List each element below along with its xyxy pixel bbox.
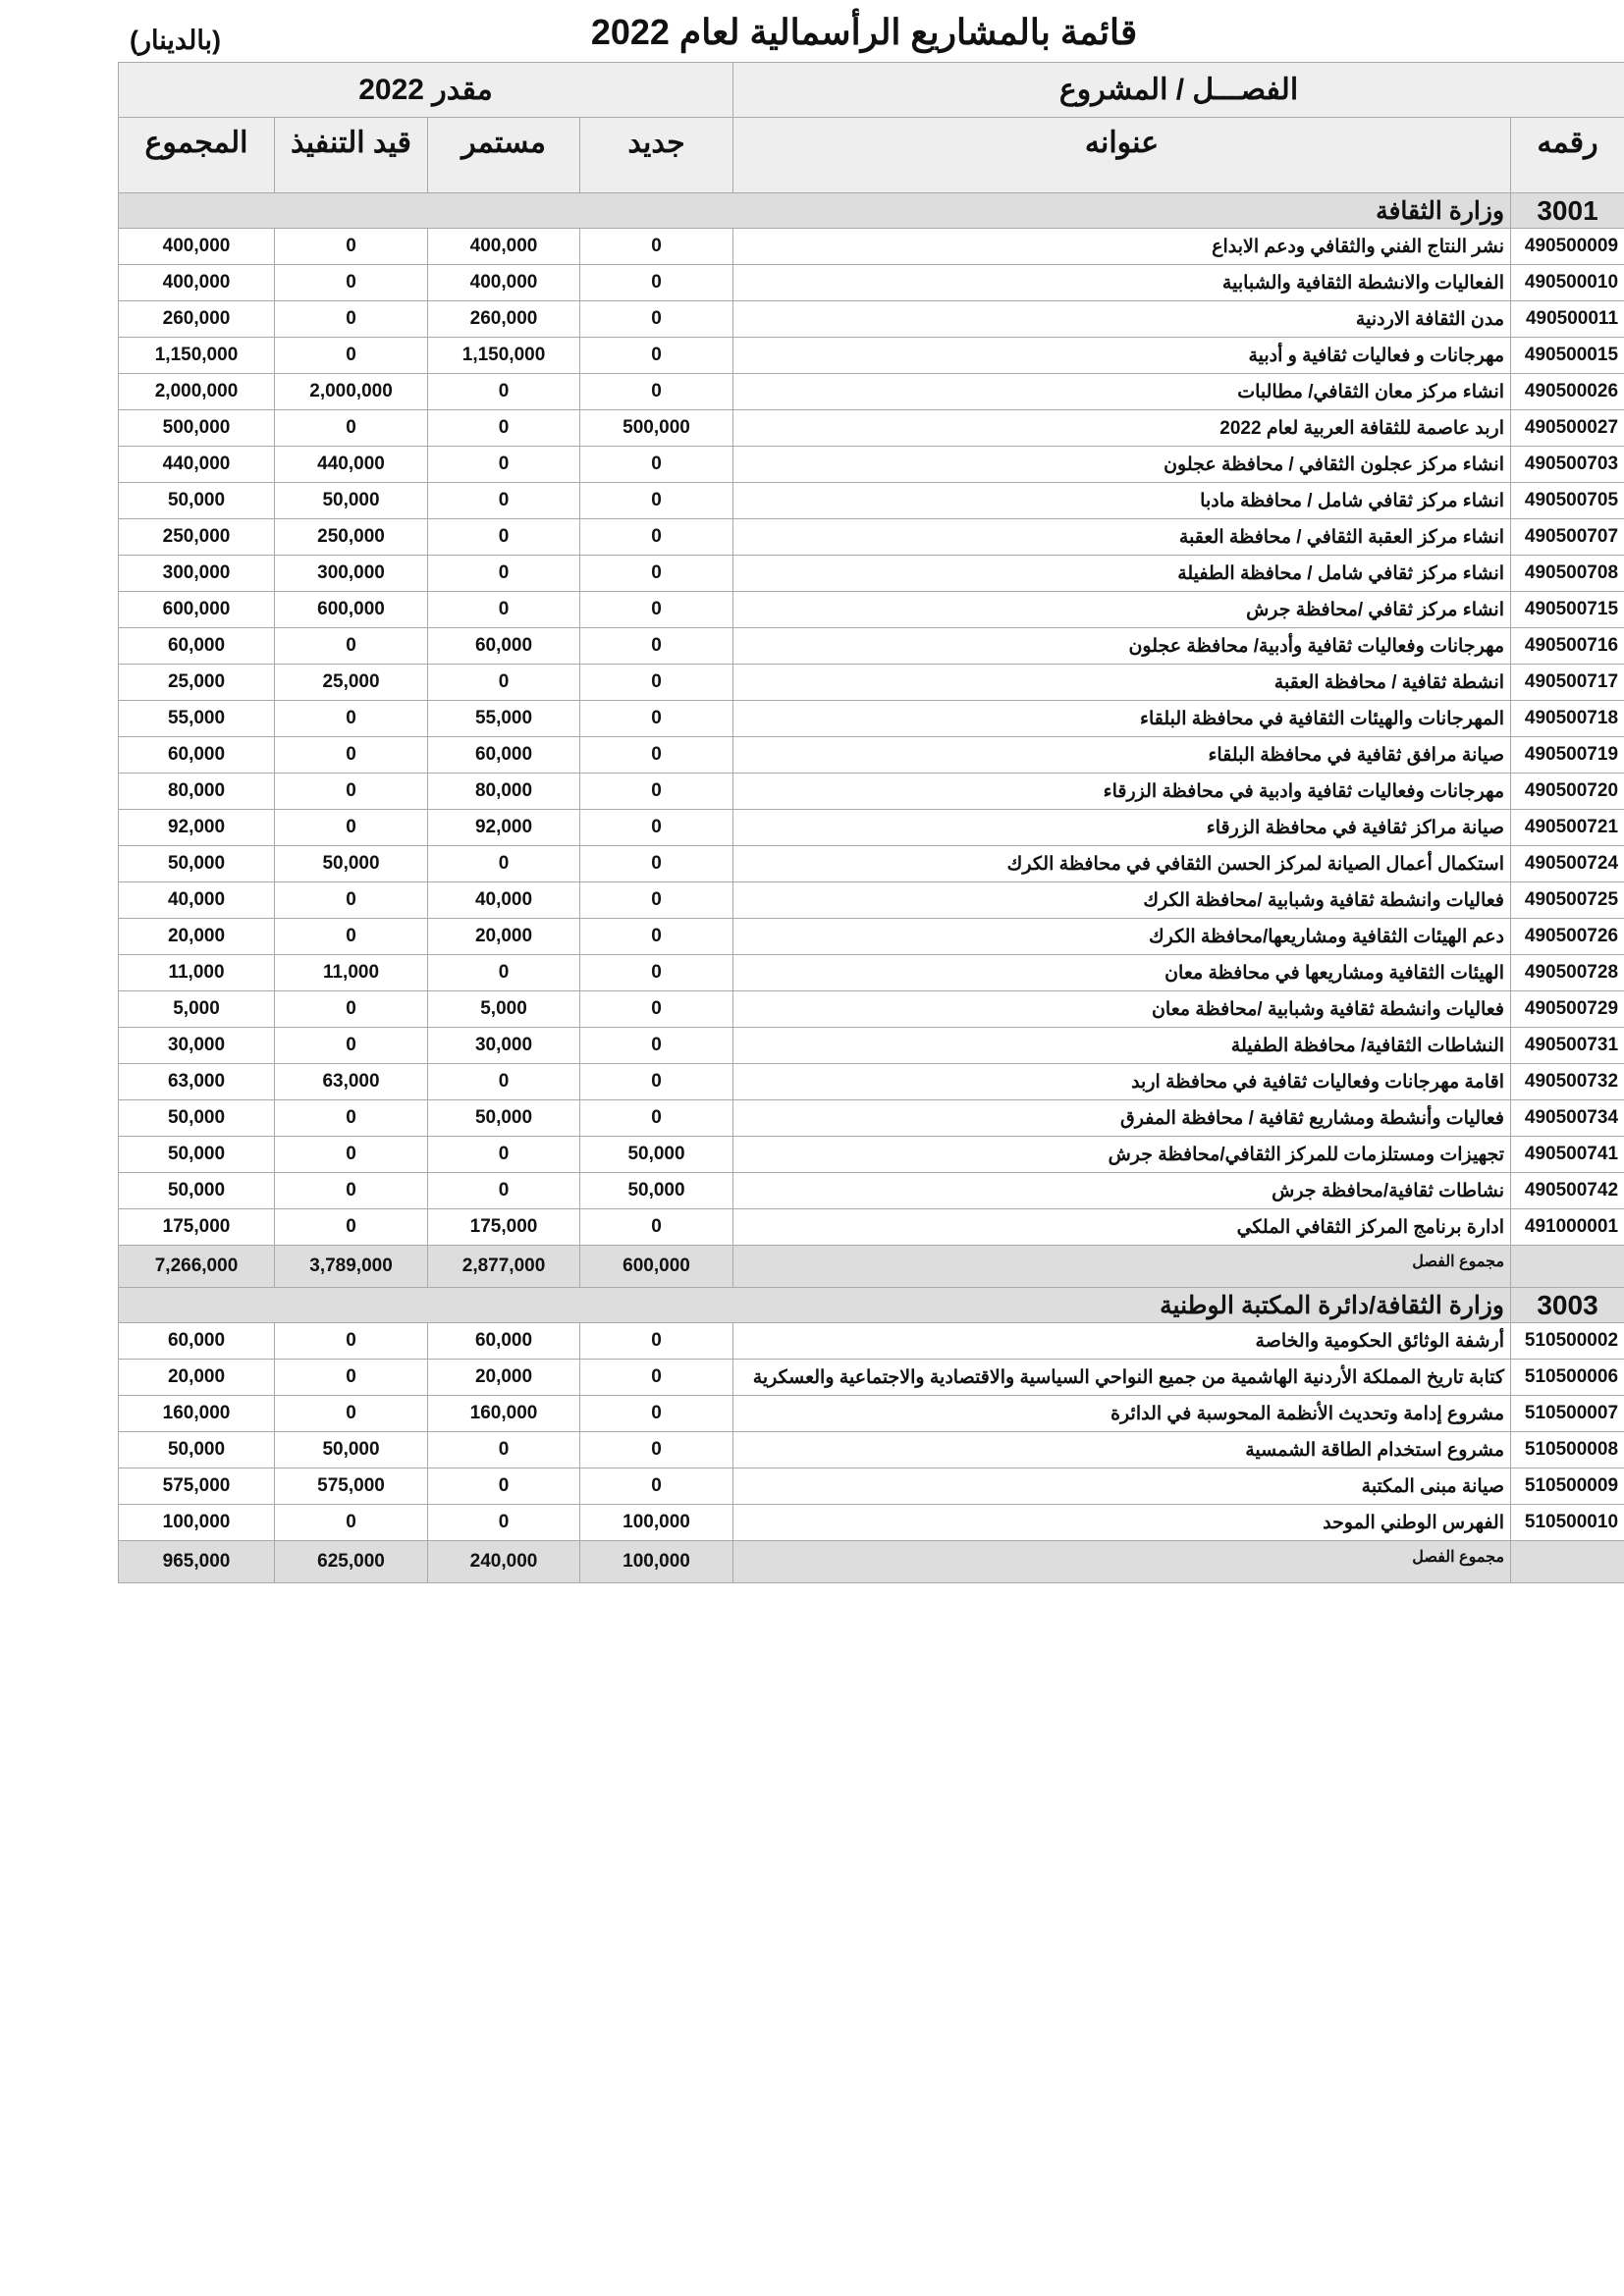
amount-continuing: 0: [428, 374, 580, 410]
table-row: [119, 955, 1624, 991]
table-row: [119, 592, 1624, 628]
header-group-row: [119, 63, 1624, 118]
table-row: [119, 1323, 1624, 1360]
amount-in-progress: 0: [275, 701, 428, 737]
amount-continuing: 60,000: [428, 737, 580, 774]
amount-total: 92,000: [119, 810, 275, 846]
amount-total: 80,000: [119, 774, 275, 810]
project-title: انشاء مركز ثقافي شامل / محافظة مادبا: [733, 483, 1511, 519]
project-title: فعاليات وانشطة ثقافية وشبابية /محافظة الكرك: [733, 882, 1511, 919]
table-row: [119, 301, 1624, 338]
amount-total: 50,000: [119, 846, 275, 882]
amount-in-progress: 575,000: [275, 1468, 428, 1505]
project-code: 510500007: [1511, 1396, 1624, 1432]
section-header-row: [119, 1288, 1624, 1323]
amount-total: 63,000: [119, 1064, 275, 1100]
amount-total: 60,000: [119, 737, 275, 774]
project-title: دعم الهيئات الثقافية ومشاريعها/محافظة الكرك: [733, 919, 1511, 955]
amount-new: 0: [580, 919, 733, 955]
project-code: 490500719: [1511, 737, 1624, 774]
amount-total: 25,000: [119, 665, 275, 701]
amount-new: 0: [580, 882, 733, 919]
amount-in-progress: 0: [275, 301, 428, 338]
amount-in-progress: 300,000: [275, 556, 428, 592]
amount-new: 0: [580, 1100, 733, 1137]
table-row: [119, 1209, 1624, 1246]
project-code: 490500742: [1511, 1173, 1624, 1209]
header-code: رقمه: [1511, 118, 1624, 193]
amount-continuing: 30,000: [428, 1028, 580, 1064]
amount-continuing: 0: [428, 846, 580, 882]
project-title: نشاطات ثقافية/محافظة جرش: [733, 1173, 1511, 1209]
amount-total: 50,000: [119, 483, 275, 519]
header-columns-row: [119, 118, 1624, 193]
amount-in-progress: 0: [275, 1360, 428, 1396]
table-row: [119, 701, 1624, 737]
amount-total: 400,000: [119, 229, 275, 265]
header-in-progress: قيد التنفيذ: [275, 118, 428, 193]
section-total-new: 100,000: [580, 1541, 733, 1583]
table-row: [119, 1396, 1624, 1432]
amount-total: 440,000: [119, 447, 275, 483]
table-row: [119, 882, 1624, 919]
section-total-continuing: 2,877,000: [428, 1246, 580, 1288]
amount-continuing: 260,000: [428, 301, 580, 338]
amount-continuing: 60,000: [428, 628, 580, 665]
section-total-new: 600,000: [580, 1246, 733, 1288]
section-code: 3003: [1511, 1288, 1624, 1323]
header-title: عنوانه: [733, 118, 1511, 193]
currency-unit: (بالدينار): [130, 26, 222, 55]
project-code: 490500705: [1511, 483, 1624, 519]
amount-in-progress: 0: [275, 991, 428, 1028]
amount-continuing: 20,000: [428, 1360, 580, 1396]
table-row: [119, 1100, 1624, 1137]
table-row: [119, 991, 1624, 1028]
amount-total: 2,000,000: [119, 374, 275, 410]
project-code: 490500715: [1511, 592, 1624, 628]
amount-continuing: 160,000: [428, 1396, 580, 1432]
amount-continuing: 0: [428, 1432, 580, 1468]
amount-in-progress: 63,000: [275, 1064, 428, 1100]
amount-total: 5,000: [119, 991, 275, 1028]
table-row: [119, 665, 1624, 701]
amount-new: 0: [580, 628, 733, 665]
amount-total: 50,000: [119, 1100, 275, 1137]
project-code: 490500724: [1511, 846, 1624, 882]
project-code: 490500731: [1511, 1028, 1624, 1064]
project-code: 490500728: [1511, 955, 1624, 991]
project-title: انشاء مركز ثقافي /محافظة جرش: [733, 592, 1511, 628]
amount-in-progress: 50,000: [275, 1432, 428, 1468]
project-title: مهرجانات وفعاليات ثقافية وادبية في محافظة الزرقاء: [733, 774, 1511, 810]
amount-total: 1,150,000: [119, 338, 275, 374]
project-title: الفهرس الوطني الموحد: [733, 1505, 1511, 1541]
amount-new: 50,000: [580, 1137, 733, 1173]
section-total-in-progress: 3,789,000: [275, 1246, 428, 1288]
project-title: فعاليات وانشطة ثقافية وشبابية /محافظة معان: [733, 991, 1511, 1028]
amount-continuing: 40,000: [428, 882, 580, 919]
project-title: نشر النتاج الفني والثقافي ودعم الابداع: [733, 229, 1511, 265]
amount-continuing: 0: [428, 1468, 580, 1505]
amount-in-progress: 0: [275, 1209, 428, 1246]
amount-in-progress: 0: [275, 1137, 428, 1173]
table-row: [119, 737, 1624, 774]
table-row: [119, 556, 1624, 592]
amount-continuing: 0: [428, 1064, 580, 1100]
project-title: ادارة برنامج المركز الثقافي الملكي: [733, 1209, 1511, 1246]
project-code: 490500726: [1511, 919, 1624, 955]
amount-new: 0: [580, 556, 733, 592]
amount-total: 55,000: [119, 701, 275, 737]
amount-continuing: 0: [428, 592, 580, 628]
section-header-row: [119, 193, 1624, 229]
table-row: [119, 374, 1624, 410]
project-title: استكمال أعمال الصيانة لمركز الحسن الثقافي في محافظة الكرك: [733, 846, 1511, 882]
section-total-code-blank: [1511, 1246, 1624, 1288]
amount-in-progress: 0: [275, 882, 428, 919]
table-row: [119, 1505, 1624, 1541]
page-title: قائمة بالمشاريع الرأسمالية لعام 2022: [590, 12, 1138, 52]
project-code: 510500010: [1511, 1505, 1624, 1541]
project-title: مهرجانات وفعاليات ثقافية وأدبية/ محافظة عجلون: [733, 628, 1511, 665]
capital-projects-table: [118, 62, 1624, 1583]
amount-total: 575,000: [119, 1468, 275, 1505]
amount-new: 0: [580, 846, 733, 882]
project-title: صيانة مراكز ثقافية في محافظة الزرقاء: [733, 810, 1511, 846]
project-code: 490500721: [1511, 810, 1624, 846]
amount-new: 0: [580, 1028, 733, 1064]
amount-new: 0: [580, 1360, 733, 1396]
table-row: [119, 846, 1624, 882]
header-new: جديد: [580, 118, 733, 193]
section-total-row: [119, 1541, 1624, 1583]
amount-total: 250,000: [119, 519, 275, 556]
section-total-total: 965,000: [119, 1541, 275, 1583]
table-row: [119, 410, 1624, 447]
project-code: 490500010: [1511, 265, 1624, 301]
amount-continuing: 80,000: [428, 774, 580, 810]
amount-new: 0: [580, 229, 733, 265]
amount-total: 175,000: [119, 1209, 275, 1246]
table-row: [119, 447, 1624, 483]
section-name: وزارة الثقافة: [119, 193, 1511, 229]
amount-new: 0: [580, 338, 733, 374]
project-code: 490500703: [1511, 447, 1624, 483]
amount-continuing: 50,000: [428, 1100, 580, 1137]
project-code: 490500708: [1511, 556, 1624, 592]
amount-new: 0: [580, 1064, 733, 1100]
amount-new: 0: [580, 265, 733, 301]
header-total: المجموع: [119, 118, 275, 193]
project-title: مشروع استخدام الطاقة الشمسية: [733, 1432, 1511, 1468]
amount-continuing: 0: [428, 447, 580, 483]
amount-continuing: 92,000: [428, 810, 580, 846]
amount-new: 0: [580, 483, 733, 519]
amount-new: 0: [580, 1209, 733, 1246]
project-code: 490500707: [1511, 519, 1624, 556]
amount-new: 0: [580, 374, 733, 410]
table-row: [119, 1432, 1624, 1468]
table-row: [119, 1360, 1624, 1396]
amount-continuing: 0: [428, 556, 580, 592]
amount-continuing: 0: [428, 483, 580, 519]
amount-new: 0: [580, 665, 733, 701]
amount-continuing: 20,000: [428, 919, 580, 955]
project-code: 490500741: [1511, 1137, 1624, 1173]
amount-total: 260,000: [119, 301, 275, 338]
section-total-row: [119, 1246, 1624, 1288]
amount-new: 100,000: [580, 1505, 733, 1541]
amount-in-progress: 0: [275, 410, 428, 447]
project-code: 490500732: [1511, 1064, 1624, 1100]
project-code: 490500734: [1511, 1100, 1624, 1137]
amount-continuing: 175,000: [428, 1209, 580, 1246]
project-title: اربد عاصمة للثقافة العربية لعام 2022: [733, 410, 1511, 447]
section-code: 3001: [1511, 193, 1624, 229]
amount-in-progress: 0: [275, 810, 428, 846]
project-code: 490500720: [1511, 774, 1624, 810]
amount-total: 60,000: [119, 1323, 275, 1360]
project-code: 490500717: [1511, 665, 1624, 701]
amount-in-progress: 0: [275, 1100, 428, 1137]
amount-continuing: 400,000: [428, 265, 580, 301]
amount-continuing: 0: [428, 1173, 580, 1209]
amount-in-progress: 0: [275, 1396, 428, 1432]
table-row: [119, 1064, 1624, 1100]
section-total-in-progress: 625,000: [275, 1541, 428, 1583]
project-title: مدن الثقافة الاردنية: [733, 301, 1511, 338]
section-total-continuing: 240,000: [428, 1541, 580, 1583]
section-total-label: مجموع الفصل: [733, 1541, 1511, 1583]
amount-in-progress: 0: [275, 628, 428, 665]
project-title: صيانة مرافق ثقافية في محافظة البلقاء: [733, 737, 1511, 774]
amount-in-progress: 0: [275, 919, 428, 955]
amount-total: 600,000: [119, 592, 275, 628]
project-title: انشاء مركز معان الثقافي/ مطالبات: [733, 374, 1511, 410]
project-code: 510500008: [1511, 1432, 1624, 1468]
amount-total: 50,000: [119, 1137, 275, 1173]
amount-in-progress: 0: [275, 229, 428, 265]
project-code: 490500015: [1511, 338, 1624, 374]
table-row: [119, 519, 1624, 556]
section-name: وزارة الثقافة/دائرة المكتبة الوطنية: [119, 1288, 1511, 1323]
header-project-group: الفصـــل / المشروع: [733, 63, 1624, 118]
amount-total: 50,000: [119, 1173, 275, 1209]
project-title: كتابة تاريخ المملكة الأردنية الهاشمية من جميع النواحي السياسية والاقتصادية والاجتماعية والعسكرية: [733, 1360, 1511, 1396]
project-code: 510500002: [1511, 1323, 1624, 1360]
amount-total: 30,000: [119, 1028, 275, 1064]
amount-new: 0: [580, 1323, 733, 1360]
project-code: 490500716: [1511, 628, 1624, 665]
amount-continuing: 0: [428, 410, 580, 447]
amount-total: 11,000: [119, 955, 275, 991]
amount-continuing: 0: [428, 955, 580, 991]
amount-in-progress: 0: [275, 265, 428, 301]
project-title: اقامة مهرجانات وفعاليات ثقافية في محافظة اربد: [733, 1064, 1511, 1100]
table-row: [119, 265, 1624, 301]
amount-in-progress: 11,000: [275, 955, 428, 991]
amount-new: 0: [580, 447, 733, 483]
amount-new: 0: [580, 774, 733, 810]
table-row: [119, 1137, 1624, 1173]
amount-total: 500,000: [119, 410, 275, 447]
section-total-code-blank: [1511, 1541, 1624, 1583]
amount-in-progress: 600,000: [275, 592, 428, 628]
project-code: 490500725: [1511, 882, 1624, 919]
project-code: 491000001: [1511, 1209, 1624, 1246]
amount-continuing: 60,000: [428, 1323, 580, 1360]
table-row: [119, 1173, 1624, 1209]
amount-in-progress: 50,000: [275, 846, 428, 882]
table-row: [119, 1468, 1624, 1505]
amount-new: 0: [580, 301, 733, 338]
project-code: 490500011: [1511, 301, 1624, 338]
amount-new: 50,000: [580, 1173, 733, 1209]
project-title: الفعاليات والانشطة الثقافية والشبابية: [733, 265, 1511, 301]
amount-in-progress: 250,000: [275, 519, 428, 556]
header-continuing: مستمر: [428, 118, 580, 193]
project-title: فعاليات وأنشطة ومشاريع ثقافية / محافظة المفرق: [733, 1100, 1511, 1137]
amount-new: 0: [580, 1396, 733, 1432]
amount-continuing: 0: [428, 665, 580, 701]
amount-total: 20,000: [119, 919, 275, 955]
table-row: [119, 338, 1624, 374]
amount-total: 300,000: [119, 556, 275, 592]
amount-in-progress: 0: [275, 1028, 428, 1064]
table-row: [119, 628, 1624, 665]
project-title: النشاطات الثقافية/ محافظة الطفيلة: [733, 1028, 1511, 1064]
amount-total: 100,000: [119, 1505, 275, 1541]
project-code: 490500718: [1511, 701, 1624, 737]
amount-continuing: 0: [428, 1137, 580, 1173]
amount-new: 0: [580, 955, 733, 991]
project-title: الهيئات الثقافية ومشاريعها في محافظة معان: [733, 955, 1511, 991]
amount-in-progress: 25,000: [275, 665, 428, 701]
amount-total: 160,000: [119, 1396, 275, 1432]
section-total-label: مجموع الفصل: [733, 1246, 1511, 1288]
project-code: 490500729: [1511, 991, 1624, 1028]
table-row: [119, 483, 1624, 519]
amount-in-progress: 2,000,000: [275, 374, 428, 410]
header-estimate-group: مقدر 2022: [119, 63, 733, 118]
table-row: [119, 919, 1624, 955]
project-title: انشاء مركز العقبة الثقافي / محافظة العقبة: [733, 519, 1511, 556]
project-title: مهرجانات و فعاليات ثقافية و أدبية: [733, 338, 1511, 374]
project-code: 490500009: [1511, 229, 1624, 265]
amount-continuing: 5,000: [428, 991, 580, 1028]
project-title: أرشفة الوثائق الحكومية والخاصة: [733, 1323, 1511, 1360]
project-title: تجهيزات ومستلزمات للمركز الثقافي/محافظة جرش: [733, 1137, 1511, 1173]
amount-new: 500,000: [580, 410, 733, 447]
section-total-total: 7,266,000: [119, 1246, 275, 1288]
amount-new: 0: [580, 737, 733, 774]
amount-in-progress: 0: [275, 1323, 428, 1360]
project-title: انشطة ثقافية / محافظة العقبة: [733, 665, 1511, 701]
amount-new: 0: [580, 592, 733, 628]
project-code: 490500027: [1511, 410, 1624, 447]
project-title: انشاء مركز ثقافي شامل / محافظة الطفيلة: [733, 556, 1511, 592]
table-row: [119, 1028, 1624, 1064]
amount-total: 50,000: [119, 1432, 275, 1468]
amount-in-progress: 0: [275, 737, 428, 774]
project-title: المهرجانات والهيئات الثقافية في محافظة البلقاء: [733, 701, 1511, 737]
project-code: 490500026: [1511, 374, 1624, 410]
amount-new: 0: [580, 1468, 733, 1505]
amount-in-progress: 440,000: [275, 447, 428, 483]
project-title: انشاء مركز عجلون الثقافي / محافظة عجلون: [733, 447, 1511, 483]
amount-new: 0: [580, 1432, 733, 1468]
table-row: [119, 774, 1624, 810]
amount-continuing: 400,000: [428, 229, 580, 265]
table-row: [119, 810, 1624, 846]
project-code: 510500009: [1511, 1468, 1624, 1505]
amount-total: 20,000: [119, 1360, 275, 1396]
amount-total: 400,000: [119, 265, 275, 301]
amount-in-progress: 50,000: [275, 483, 428, 519]
amount-continuing: 55,000: [428, 701, 580, 737]
amount-new: 0: [580, 991, 733, 1028]
amount-continuing: 0: [428, 1505, 580, 1541]
table-row: [119, 229, 1624, 265]
amount-in-progress: 0: [275, 1173, 428, 1209]
amount-continuing: 0: [428, 519, 580, 556]
amount-in-progress: 0: [275, 1505, 428, 1541]
project-title: صيانة مبنى المكتبة: [733, 1468, 1511, 1505]
amount-in-progress: 0: [275, 774, 428, 810]
amount-total: 60,000: [119, 628, 275, 665]
project-code: 510500006: [1511, 1360, 1624, 1396]
amount-total: 40,000: [119, 882, 275, 919]
amount-new: 0: [580, 519, 733, 556]
amount-new: 0: [580, 701, 733, 737]
amount-continuing: 1,150,000: [428, 338, 580, 374]
amount-in-progress: 0: [275, 338, 428, 374]
amount-new: 0: [580, 810, 733, 846]
project-title: مشروع إدامة وتحديث الأنظمة المحوسبة في الدائرة: [733, 1396, 1511, 1432]
